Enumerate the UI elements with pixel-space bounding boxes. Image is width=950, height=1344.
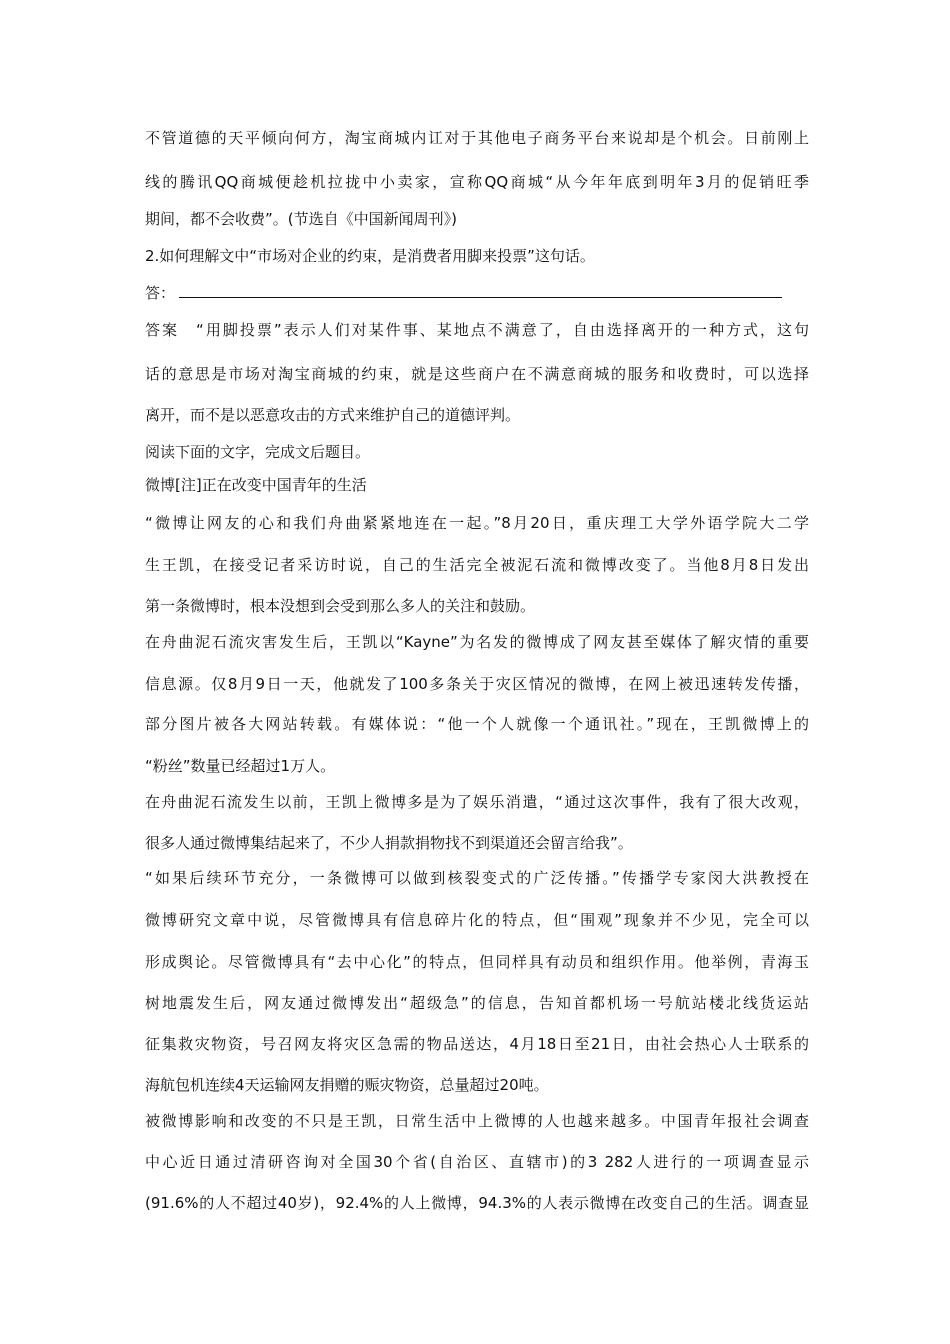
paragraph-line: 树地震发生后，网友通过微博发出“超级急”的信息，告知首都机场一号航站楼北线货运站 <box>145 994 809 1012</box>
paragraph-line: 很多人通过微博集结起来了，不少人捐款捐物找不到渠道还会留言给我”。 <box>145 834 633 852</box>
paragraph-line: (91.6%的人不超过40岁)，92.4%的人上微博，94.3%的人表示微博在改变自己的生活。调查显 <box>145 1194 809 1212</box>
instruction-text: 阅读下面的文字，完成文后题目。 <box>145 443 371 461</box>
paragraph-line: 征集救灾物资，号召网友将灾区急需的物品送达，4月18日至21日，由社会热心人士联系的 <box>145 1035 809 1053</box>
answer-line <box>145 282 809 304</box>
paragraph-line: “粉丝”数量已经超过1万人。 <box>145 757 336 775</box>
answer-key-line: 话的意思是市场对淘宝商城的约束，就是这些商户在不满意商城的服务和收费时，可以选择 <box>145 365 809 383</box>
paragraph-line: 海航包机连续4天运输网友捐赠的赈灾物资，总量超过20吨。 <box>145 1076 549 1094</box>
paragraph-line: 不管道德的天平倾向何方，淘宝商城内讧对于其他电子商务平台来说却是个机会。日前刚上 <box>145 129 809 147</box>
paragraph-line: 被微博影响和改变的不只是王凯，日常生活中上微博的人也越来越多。中国青年报社会调查 <box>145 1112 809 1130</box>
paragraph-line: 在舟曲泥石流发生以前，王凯上微博多是为了娱乐消遣，“通过这次事件，我有了很大改观， <box>145 793 809 811</box>
answer-label: 答： <box>145 284 176 302</box>
question-text: 2.如何理解文中“市场对企业的约束，是消费者用脚来投票”这句话。 <box>145 247 595 265</box>
answer-key-line: 离开，而不是以恶意攻击的方式来维护自己的道德评判。 <box>145 406 521 424</box>
answer-key-line: 答案 “用脚投票”表示人们对某件事、某地点不满意了，自由选择离开的一种方式，这句 <box>145 321 809 339</box>
paragraph-line: 在舟曲泥石流灾害发生后，王凯以“Kayne”为名发的微博成了网友甚至媒体了解灾情的重要 <box>145 633 809 651</box>
paragraph-line: 第一条微博时，根本没想到会受到那么多人的关注和鼓励。 <box>145 597 536 615</box>
paragraph-line: 线的腾讯QQ商城便趁机拉拢中小卖家，宣称QQ商城“从今年年底到明年3月的促销旺季 <box>145 173 809 191</box>
paragraph-line: 部分图片被各大网站转载。有媒体说：“他一个人就像一个通讯社。”现在，王凯微博上的 <box>145 715 809 733</box>
paragraph-line: 期间，都不会收费”。(节选自《中国新闻周刊》) <box>145 210 457 228</box>
paragraph-line: 微博研究文章中说，尽管微博具有信息碎片化的特点，但“围观”现象并不少见，完全可以 <box>145 911 809 929</box>
paragraph-line: 形成舆论。尽管微博具有“去中心化”的特点，但同样具有动员和组织作用。他举例，青海玉 <box>145 953 809 971</box>
paragraph-line: 信息源。仅8月9日一天，他就发了100多条关于灾区情况的微博，在网上被迅速转发传播， <box>145 675 809 693</box>
paragraph-line: 生王凯，在接受记者采访时说，自己的生活完全被泥石流和微博改变了。当他8月8日发出 <box>145 556 809 574</box>
answer-blank <box>179 283 782 298</box>
paragraph-line: “如果后续环节充分，一条微博可以做到核裂变式的广泛传播。”传播学专家闵大洪教授在 <box>145 869 809 887</box>
paragraph-line: “微博让网友的心和我们舟曲紧紧地连在一起。”8月20日，重庆理工大学外语学院大二学 <box>145 514 809 532</box>
paragraph-line: 中心近日通过清研咨询对全国30个省(自治区、直辖市)的3 282人进行的一项调查显示 <box>145 1153 809 1171</box>
article-title: 微博[注]正在改变中国青年的生活 <box>145 476 367 494</box>
